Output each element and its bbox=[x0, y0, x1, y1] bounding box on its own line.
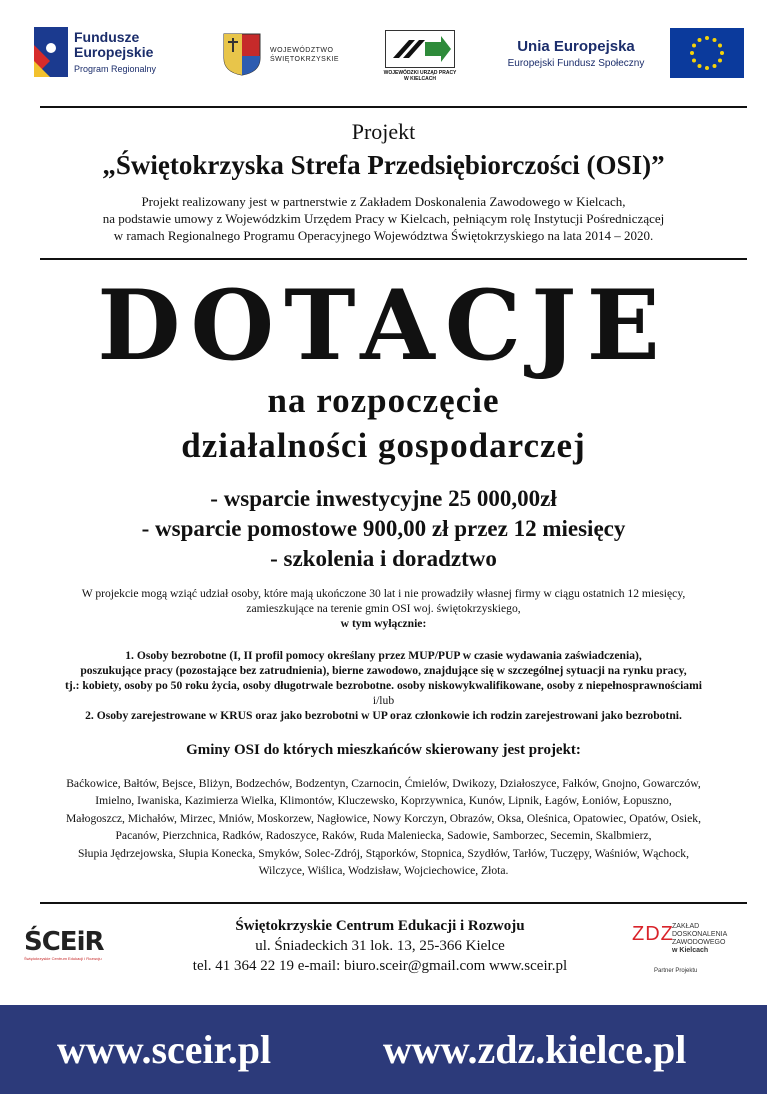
zdz-line: DOSKONALENIA bbox=[672, 931, 728, 938]
partner-text bbox=[0, 193, 767, 244]
url-zdz-link[interactable]: www.zdz.kielce.pl bbox=[383, 1027, 687, 1072]
top-divider bbox=[40, 106, 747, 108]
fe-line2: Europejskie bbox=[74, 44, 154, 60]
eligibility-intro bbox=[0, 586, 767, 631]
wup-line1: WOJEWÓDZKI URZĄD PRACY bbox=[383, 70, 457, 76]
logo-bar bbox=[0, 0, 767, 100]
fe-name bbox=[74, 30, 153, 60]
criteria-line: poszukujące pracy (pozostające bez zatrudnienia), bierne zawodowo, znajdujące się w szczególnej sytuacji na rynku pracy, bbox=[80, 664, 687, 677]
ue-line2: Europejski Fundusz Społeczny bbox=[507, 58, 645, 69]
benefit-item: - wsparcie pomostowe 900,00 zł przez 12 miesięcy bbox=[141, 516, 626, 541]
fundusze-europejskie-logo-icon bbox=[34, 27, 68, 77]
gminy-list bbox=[0, 775, 767, 879]
coat-of-arms-icon bbox=[222, 32, 262, 76]
wup-logo-icon bbox=[385, 30, 455, 68]
gminy-line: Wilczyce, Wiślica, Wodzisław, Wojciechowice, Złota. bbox=[258, 864, 509, 878]
org-name: Świętokrzyskie Centrum Edukacji i Rozwoju bbox=[235, 918, 525, 934]
eu-star-icon bbox=[705, 36, 709, 40]
gminy-line: Pacanów, Pierzchnica, Radków, Radoszyce, Raków, Ruda Malenieck​a, Sadowie, Samborzec, Secemin, Skalbmierz, bbox=[115, 829, 652, 843]
eu-star-icon bbox=[705, 66, 709, 70]
ue-line1: Unia Europejska bbox=[517, 38, 635, 55]
eu-star-icon bbox=[718, 44, 722, 48]
zdz-partner-label: Partner Projektu bbox=[654, 968, 698, 974]
wojewodztwo-name bbox=[270, 46, 339, 64]
benefit-item: - szkolenia i doradztwo bbox=[270, 546, 497, 571]
gminy-line: Małogoszcz, Michałów, Mirzec, Mniów, Moskorzew, Nagłowice, Nowy Korczyn, Obrazów, Oksa, Oleśnica, Opatowiec, Opatów, Osiek, bbox=[65, 811, 701, 825]
intro-line: zamieszkujące na terenie gmin OSI woj. świętokrzyskiego, bbox=[246, 602, 521, 615]
criteria-line: 2. Osoby zarejestrowane w KRUS oraz jako bezrobotni w UP oraz członkowie ich rodzin zarejestrowani jako bezrobotni. bbox=[85, 709, 682, 722]
header-divider bbox=[40, 258, 747, 260]
benefit-item: - wsparcie inwestycyjne 25 000,00zł bbox=[210, 486, 557, 511]
gminy-line: Słupia Jędrzejowska, Słupia Konecka, Smyków, Solec-Zdrój, Stąporków, Stopnica, Szydłów, Tarłów, Tuczępy, Waśniów, Wąchock, bbox=[77, 846, 689, 860]
partner-line: Projekt realizowany jest w partnerstwie z Zakładem Doskonalenia Zawodowego w Kielcach, bbox=[141, 194, 626, 209]
sceir-logo bbox=[24, 928, 108, 961]
headline: DOTACJE bbox=[97, 269, 670, 382]
gminy-line: Baćkowice, Bałtów, Bejsce, Bliżyn, Bodzechów, Bodzentyn, Czarnocin, Ćmielów, Dwikozy, Działoszyce, Fałków, Gnojno, Gowarczów, bbox=[66, 777, 701, 790]
zdz-line: ZAWODOWEGO bbox=[672, 939, 726, 946]
gminy-line: Imielno, Iwaniska, Kazimierza Wielka, Klimontów, Kluczewsko, Koprzywnica, Kunów, Lipnik, Łagów, Łoniów, Łopuszno, bbox=[95, 794, 672, 808]
contact-block bbox=[120, 918, 640, 975]
url-sceir-link[interactable]: www.sceir.pl bbox=[57, 1027, 272, 1072]
criteria-line: 1. Osoby bezrobotne (I, II profil pomocy określany przez MUP/PUP w czasie wydawania zaświadczenia), bbox=[125, 649, 642, 662]
eu-star-icon bbox=[692, 44, 696, 48]
zdz-line: w Kielcach bbox=[672, 947, 709, 954]
intro-bold: w tym wyłącznie: bbox=[340, 617, 427, 630]
woj-line2: ŚWIĘTOKRZYSKIE bbox=[270, 56, 340, 63]
eu-star-icon bbox=[713, 38, 717, 42]
eu-star-icon bbox=[692, 59, 696, 63]
partner-line: na podstawie umowy z Wojewódzkim Urzędem Pracy w Kielcach, pełniącym rolę Instytucji Pośredniczącej bbox=[102, 211, 665, 226]
project-title: „Świętokrzyska Strefa Przedsiębiorczości (OSI)” bbox=[102, 150, 665, 180]
zdz-name bbox=[672, 923, 727, 955]
fe-program: Program Regionalny bbox=[74, 64, 157, 74]
subheadline-2: działalności gospodarczej bbox=[181, 426, 586, 465]
projekt-label: Projekt bbox=[351, 119, 416, 144]
benefits-list bbox=[0, 484, 767, 574]
sceir-logo-text: ŚCEiR bbox=[24, 927, 104, 957]
eu-star-icon bbox=[718, 59, 722, 63]
ue-name bbox=[490, 38, 662, 69]
partner-line: w ramach Regionalnego Programu Operacyjnego Województwa Świętokrzyskiego na lata 2014 – 2020. bbox=[113, 228, 654, 243]
eu-star-icon bbox=[690, 51, 694, 55]
org-contact: tel. 41 364 22 19 e-mail: biuro.sceir@gmail.com www.sceir.pl bbox=[192, 958, 568, 974]
fe-line1: Fundusze bbox=[74, 29, 140, 45]
criteria-line: tj.: kobiety, osoby po 50 roku życia, osoby długotrwale bezrobotne. osoby niskowykwalifikowane, osoby z niepełnosprawnościami bbox=[65, 679, 702, 692]
wup-line2: W KIELCACH bbox=[404, 76, 436, 82]
eu-star-icon bbox=[698, 38, 702, 42]
zdz-logo-text: ZDZ bbox=[632, 923, 674, 945]
intro-line: W projekcie mogą wziąć udział osoby, które mają ukończone 30 lat i nie prowadziły własnej firmy w ciągu ostatnich 12 miesięcy, bbox=[81, 587, 686, 600]
woj-line1: WOJEWÓDZTWO bbox=[270, 47, 334, 54]
criteria-or: i/lub bbox=[372, 694, 395, 707]
footer-divider bbox=[40, 902, 747, 904]
gminy-heading: Gminy OSI do których mieszkańców skierowany jest projekt: bbox=[186, 742, 581, 758]
eu-star-icon bbox=[720, 51, 724, 55]
eu-star-icon bbox=[713, 64, 717, 68]
org-address: ul. Śniadeckich 31 lok. 13, 25-366 Kielce bbox=[255, 938, 505, 954]
zdz-line: ZAKŁAD bbox=[672, 923, 700, 930]
eligibility-criteria bbox=[0, 648, 767, 723]
sceir-logo-tagline: Świętokrzyskie Centrum Edukacji i Rozwoju bbox=[24, 956, 102, 961]
subheadline-1: na rozpoczęcie bbox=[267, 381, 500, 420]
eu-star-icon bbox=[698, 64, 702, 68]
eu-flag-icon bbox=[670, 28, 744, 78]
wup-name bbox=[380, 70, 460, 82]
